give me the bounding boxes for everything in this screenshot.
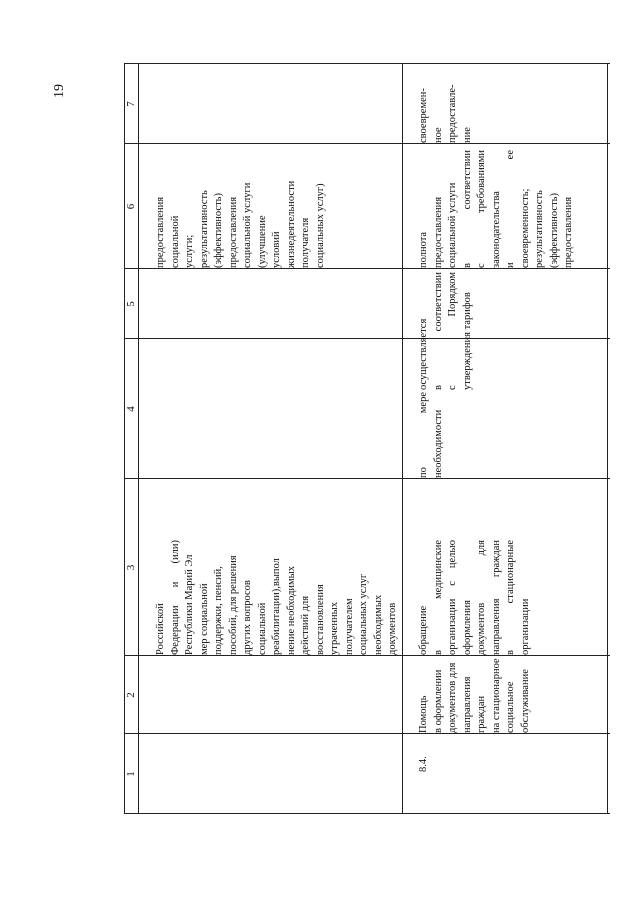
cell-line: (улучшение [256, 215, 268, 268]
column-border [124, 478, 610, 479]
row-8-4-conditions [417, 65, 475, 143]
cell-line: законодательства [490, 191, 502, 268]
cell-line: осуществляется [418, 318, 429, 390]
cell-line: в оформлении [432, 669, 444, 733]
table-bottom-border [607, 64, 608, 814]
row-8-4-description [417, 540, 533, 655]
cell-line: направления граждан [490, 540, 502, 655]
cell-line: социальных услуг [358, 573, 369, 655]
cell-line: других вопросов [242, 580, 253, 655]
cell-line: социальных услуг) [314, 183, 326, 268]
column-number: 1 [125, 771, 137, 777]
cell-line: своевремен- [418, 88, 429, 143]
cell-line: документов для [476, 540, 487, 655]
cell-line: обращение [418, 605, 429, 655]
cell-line: в соответствии [461, 150, 473, 268]
cell-line: получателем [343, 598, 355, 655]
column-number: 5 [125, 301, 137, 307]
cell-line: своевременность; [519, 188, 531, 268]
column-border [124, 268, 610, 269]
column-border [124, 63, 610, 64]
cell-line: необходимых [372, 594, 384, 655]
cell-line: действий для [300, 595, 311, 655]
row-8-4-service-name [417, 657, 533, 733]
cell-line: результативность [534, 190, 545, 268]
cell-line: в соответствии [432, 272, 444, 390]
column-number: 2 [125, 692, 137, 698]
cell-line: социальное [505, 681, 516, 733]
cell-line: (эффективность) [548, 193, 560, 268]
column-border [124, 143, 610, 144]
column-number: 4 [125, 406, 137, 412]
cell-line: Республики Марий Эл [184, 554, 195, 655]
cell-line: по мере [418, 392, 429, 478]
cell-line: ное [432, 127, 444, 143]
cell-line: пособий, для решения [227, 555, 239, 655]
cell-line: предоставления [432, 196, 444, 268]
column-border [124, 733, 610, 734]
cell-line: социальной услуги [242, 182, 253, 268]
cell-line: в медицинские [432, 540, 444, 655]
header-bottom-border [138, 64, 139, 814]
cell-line: на стационарное [490, 658, 502, 733]
row-8-4-cost [417, 272, 475, 390]
cell-line: ние [461, 127, 473, 143]
cell-line: восстановления [314, 584, 326, 655]
continuation-col3-cell [154, 540, 401, 655]
cell-line: граждан [476, 695, 487, 733]
cell-line: Российской [155, 603, 166, 655]
cell-line: оформления [461, 599, 473, 655]
cell-line: полнота [418, 231, 429, 268]
column-border [124, 338, 610, 339]
column-border [124, 655, 610, 656]
column-number: 7 [125, 101, 137, 107]
cell-line: и ее [505, 150, 516, 268]
cell-line: предоставления [227, 196, 239, 268]
cell-line: социальной услуги [447, 182, 458, 268]
cell-line: организации [519, 598, 531, 655]
cell-line: поддержки, пенсий, [213, 566, 224, 655]
cell-line: необходимости [432, 409, 444, 478]
cell-line: Помощь [418, 695, 429, 733]
cell-line: социальной [256, 602, 268, 655]
cell-line: документов [387, 602, 398, 655]
cell-line: (эффективность) [213, 193, 224, 268]
cell-line: жизнедеятельности [285, 180, 297, 268]
column-number: 6 [125, 203, 137, 210]
row-8-4-quality-indicators [417, 150, 577, 268]
cell-line: услуги; [184, 234, 195, 268]
cell-line: условий [271, 231, 282, 268]
cell-line: документов для [447, 662, 458, 733]
cell-line: мер социальной [198, 583, 210, 655]
continuation-col6-cell [154, 150, 328, 268]
column-border [124, 813, 610, 814]
cell-line: с требованиями [476, 150, 487, 268]
cell-line: предоставления [563, 196, 574, 268]
page-number: 19 [52, 84, 67, 98]
cell-line: утраченных [329, 602, 340, 655]
cell-line: с Порядком [447, 272, 458, 390]
cell-line: получателя [300, 217, 311, 268]
cell-line: результативность [198, 190, 210, 268]
cell-line: организации с целью [447, 540, 458, 655]
row-number [417, 736, 432, 772]
cell-line: Федерации и (или) [169, 540, 181, 655]
row-8-4-frequency [417, 392, 446, 478]
row-number-text: 8.4. [418, 756, 429, 772]
cell-line: в стационарные [505, 540, 516, 655]
cell-line: предоставле- [447, 84, 458, 143]
cell-line: обслуживание [519, 669, 531, 733]
cell-line: реабилитации),выпол [271, 558, 282, 655]
cell-line: направления [461, 676, 473, 733]
cell-line: нение необходимых [285, 566, 297, 655]
cell-line: предоставления [155, 196, 166, 268]
row-divider [402, 64, 403, 814]
column-number: 3 [125, 564, 137, 571]
cell-line: утверждения тарифов [461, 292, 473, 390]
cell-line: социальной [169, 215, 181, 268]
